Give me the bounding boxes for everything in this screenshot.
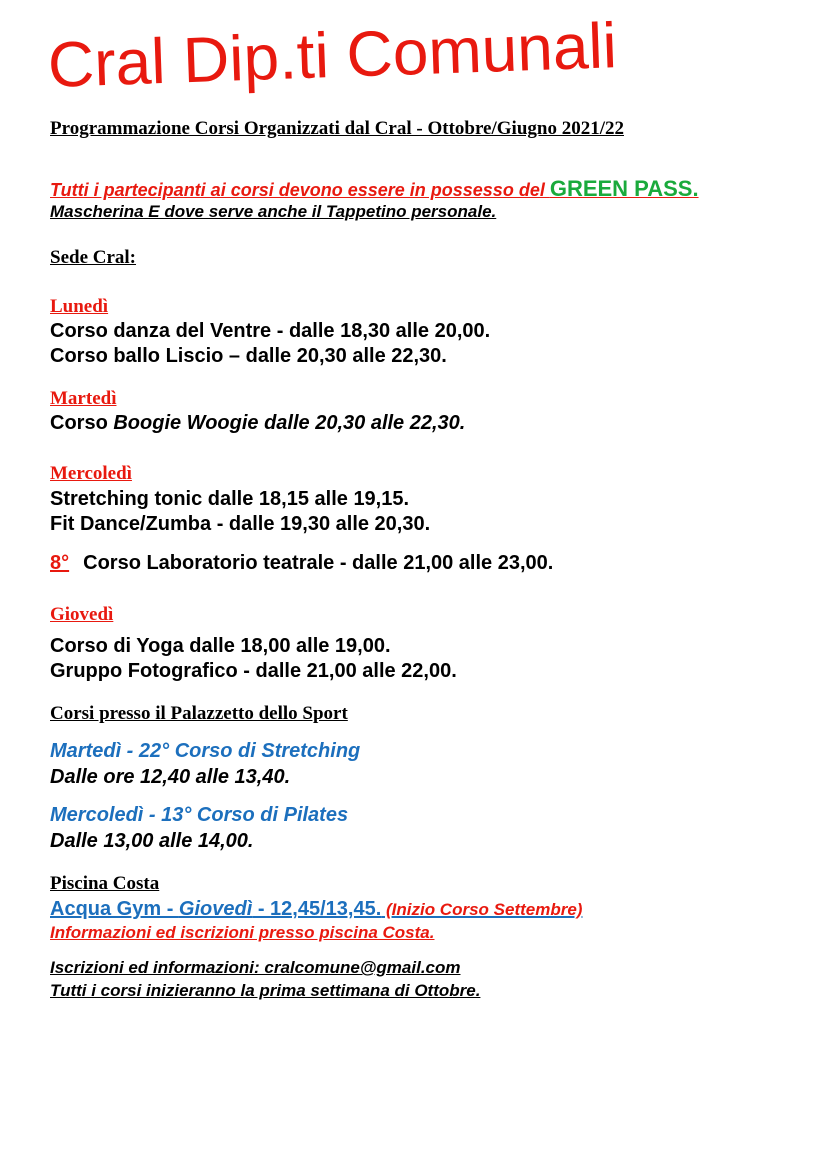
sede-heading: Sede Cral:	[50, 247, 137, 268]
piscina-day: Giovedì	[178, 898, 253, 920]
piscina-heading	[50, 873, 159, 895]
piscina-time: - 12,45/13,45.	[252, 898, 382, 920]
palazzetto-item-1-time: Dalle ore 12,40 alle 13,40.	[50, 766, 291, 788]
notice-line-1	[50, 176, 699, 202]
page-title-text: Cral Dip.ti Comunali	[46, 9, 618, 101]
notice-text: Tutti i partecipanti ai corsi devono essere in possesso del	[50, 180, 550, 200]
palazzetto-item-2-time: Dalle 13,00 alle 14,00.	[50, 830, 254, 852]
extra-number: 8°	[50, 552, 70, 574]
lunedi-line-2: Corso ballo Liscio – dalle 20,30 alle 22,30.	[50, 345, 447, 367]
piscina-line	[50, 898, 582, 921]
notice-line-2: Mascherina E dove serve anche il Tappetino personale.	[50, 202, 497, 221]
martedi-prefix: Corso	[50, 412, 114, 434]
piscina-heading-text: Piscina Costa	[50, 873, 160, 894]
footer-contact: Iscrizioni ed informazioni: cralcomune@gmail.com	[50, 958, 461, 977]
palazzetto-heading: Corsi presso il Palazzetto dello Sport	[50, 703, 348, 724]
lunedi-line-1: Corso danza del Ventre - dalle 18,30 alle 20,00.	[50, 320, 491, 342]
day-mercoledi: Mercoledì	[50, 463, 132, 484]
extra-course: Corso Laboratorio teatrale - dalle 21,00 alle 23,00.	[83, 552, 554, 574]
piscina-course: Acqua Gym -	[50, 898, 179, 920]
piscina-start: (Inizio Corso Settembre)	[381, 900, 583, 919]
footer-note: Tutti i corsi inizieranno la prima settimana di Ottobre.	[50, 981, 481, 1000]
page-title	[48, 10, 748, 110]
martedi-course: Boogie Woogie dalle 20,30 alle 22,30.	[113, 412, 466, 434]
piscina-info: Informazioni ed iscrizioni presso piscina Costa.	[50, 923, 435, 942]
subtitle: Programmazione Corsi Organizzati dal Cral - Ottobre/Giugno 2021/22	[50, 118, 624, 139]
palazzetto-item-2-title: Mercoledì - 13° Corso di Pilates	[50, 804, 349, 826]
palazzetto-item-1-title: Martedì - 22° Corso di Stretching	[50, 740, 361, 762]
giovedi-line-1: Corso di Yoga dalle 18,00 alle 19,00.	[50, 635, 391, 657]
mercoledi-line-2: Fit Dance/Zumba - dalle 19,30 alle 20,30.	[50, 513, 431, 535]
day-giovedi: Giovedì	[50, 604, 114, 625]
mercoledi-extra	[50, 552, 553, 575]
green-pass-label: GREEN PASS.	[549, 176, 699, 201]
giovedi-line-2: Gruppo Fotografico - dalle 21,00 alle 22,00.	[50, 660, 457, 682]
day-lunedi: Lunedì	[50, 296, 109, 317]
mercoledi-line-1: Stretching tonic dalle 18,15 alle 19,15.	[50, 488, 410, 510]
day-martedi: Martedì	[50, 388, 117, 409]
martedi-line	[50, 412, 465, 435]
